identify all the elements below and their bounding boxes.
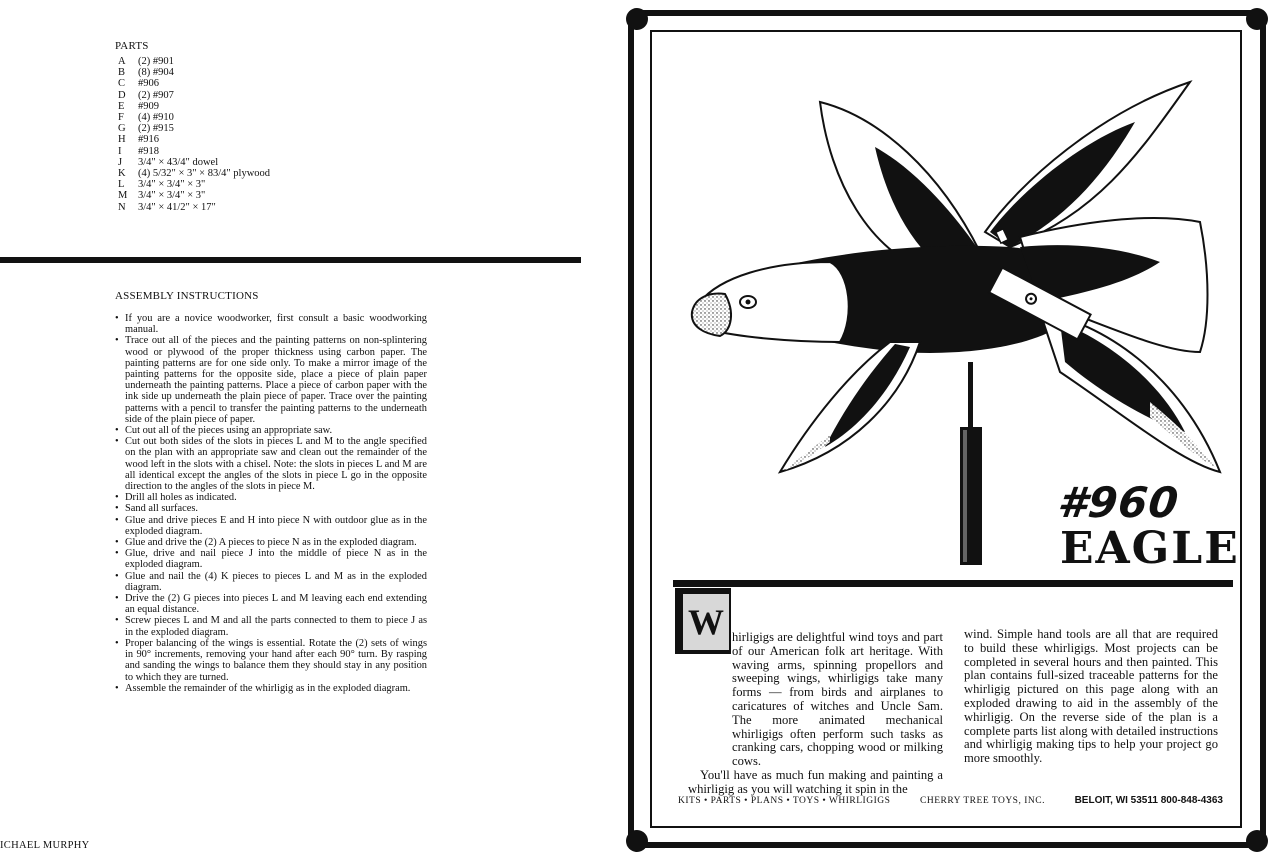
parts-item-desc: #918 (138, 145, 159, 157)
parts-item-desc: 3/4" × 43/4" dowel (138, 156, 219, 168)
frame-corner-dot (626, 8, 648, 30)
intro-paragraph-2: You'll have as much fun making and painting a whirligig as you will watching it spin in the (688, 767, 943, 796)
parts-item-letter: D (118, 89, 126, 101)
footer-tagline: KITS • PARTS • PLANS • TOYS • WHIRLIGIGS (678, 795, 891, 806)
parts-title: PARTS (115, 40, 149, 52)
intro-column-2: wind. Simple hand tools are all that are required to build these whirligigs. Most projects can be completed in several hours and then painted. This plan contains full-sized traceable patterns for the whirligig pictured on this page along with an exploded drawing to aid in the assembly of the whirligig. On the reverse side of the plan is a complete parts list along with detailed instructions and whirligig making tips to help your project go more smoothly. (964, 627, 1218, 766)
parts-item (118, 168, 270, 179)
parts-item-letter: G (118, 123, 126, 135)
assembly-step: • Cut out all of the pieces using an appropriate saw. (115, 425, 427, 436)
parts-item-letter: I (118, 145, 122, 157)
parts-item-letter: B (118, 67, 126, 79)
parts-item (118, 67, 270, 78)
parts-item (118, 179, 270, 190)
parts-item-letter: E (118, 100, 125, 112)
assembly-step: • Drive the (2) G pieces into pieces L and M leaving each end extending an equal distance. (115, 593, 427, 615)
parts-item-letter: J (118, 156, 123, 168)
frame-corner-dot (1246, 8, 1268, 30)
parts-item-letter: M (118, 190, 128, 202)
intro-column-1 (688, 631, 943, 797)
parts-item-letter: L (118, 179, 125, 191)
section-divider (0, 257, 581, 263)
assembly-step: • Trace out all of the pieces and the painting patterns on non-splintering wood or plywood of the proper thickness using carbon paper. The painting patterns are for one side only. To make a mirror image of the painting patterns for the opposite side, place a piece of plain paper underneath the painting patterns. Place a piece of carbon paper with the ink side up underneath the plain piece of paper. Trace over the painting patterns with a pencil to transfer the painting patterns to the underneath side of the plain piece of paper. (115, 335, 427, 425)
product-number: #960 (1055, 478, 1182, 527)
parts-list (118, 56, 270, 213)
assembly-step: • Glue, drive and nail piece J into the middle of piece N as in the exploded diagram. (115, 548, 427, 570)
parts-item-desc: (2) #915 (138, 123, 174, 135)
intro-divider (673, 580, 1233, 587)
parts-item (118, 190, 270, 201)
assembly-step: • Sand all surfaces. (115, 503, 427, 514)
parts-item-letter: K (118, 168, 126, 180)
assembly-step: • If you are a novice woodworker, first consult a basic woodworking manual. (115, 313, 427, 335)
author-credit: ICHAEL MURPHY (0, 840, 90, 851)
parts-item-desc: (4) #910 (138, 112, 174, 124)
parts-item (118, 123, 270, 134)
assembly-step: • Glue and drive pieces E and H into piece N with outdoor glue as in the exploded diagram. (115, 515, 427, 537)
product-name: EAGLE (1060, 523, 1240, 574)
parts-item (118, 157, 270, 168)
parts-item (118, 56, 270, 67)
parts-item-desc: 3/4" × 3/4" × 3" (138, 190, 206, 202)
assembly-step: • Assemble the remainder of the whirligig as in the exploded diagram. (115, 683, 427, 694)
parts-item-desc: (4) 5/32" × 3" × 83/4" plywood (138, 168, 271, 180)
parts-item (118, 202, 270, 213)
assembly-step: • Drill all holes as indicated. (115, 492, 427, 503)
parts-item-letter: A (118, 56, 126, 67)
footer-bar (678, 795, 1223, 806)
parts-item-desc: 3/4" × 3/4" × 3" (138, 179, 206, 191)
parts-item (118, 146, 270, 157)
footer-company: CHERRY TREE TOYS, INC. (920, 795, 1045, 806)
assembly-title: ASSEMBLY INSTRUCTIONS (115, 290, 259, 302)
assembly-step: • Screw pieces L and M and all the parts connected to them to piece J as in the exploded diagram. (115, 615, 427, 637)
parts-item-desc: #916 (138, 134, 159, 146)
parts-item (118, 90, 270, 101)
assembly-step: • Proper balancing of the wings is essential. Rotate the (2) sets of wings in 90° increments, removing your hand after each 90° turn. By rasping and sanding the wings to balance them they should stay in any position to which they are turned. (115, 638, 427, 683)
parts-item-letter: F (118, 112, 124, 124)
intro-paragraph-1: hirligigs are delightful wind toys and part of our American folk art heritage. With waving arms, spinning propellors and sweeping wings, whirligigs take many forms — from birds and airplanes to caricatures of witches and Uncle Sam. The more animated mechanical whirligigs often perform such tasks as cranking cars, chopping wood or milking cows. (732, 630, 943, 769)
parts-item-desc: (2) #907 (138, 89, 174, 101)
parts-item-letter: C (118, 78, 126, 90)
parts-item (118, 101, 270, 112)
footer-contact: BELOIT, WI 53511 800-848-4363 (1074, 795, 1223, 806)
parts-item-desc: (8) #904 (138, 67, 174, 79)
parts-item (118, 134, 270, 145)
parts-item-desc: #906 (138, 78, 159, 90)
frame-corner-dot (626, 830, 648, 852)
parts-item (118, 78, 270, 89)
assembly-step: • Glue and nail the (4) K pieces to pieces L and M as in the exploded diagram. (115, 571, 427, 593)
frame-corner-dot (1246, 830, 1268, 852)
parts-item-letter: N (118, 201, 126, 213)
parts-item (118, 112, 270, 123)
assembly-steps (115, 313, 427, 694)
assembly-step: • Glue and drive the (2) A pieces to piece N as in the exploded diagram. (115, 537, 427, 548)
parts-item-desc: #909 (138, 100, 159, 112)
assembly-step: • Cut out both sides of the slots in pieces L and M to the angle specified on the plan with an appropriate saw and clean out the remainder of the wood left in the slots with a chisel. Note: the slots in pieces L and M are all identical except the angles of the slots in piece L go in the opposite direction to the angles of the slots in piece M. (115, 436, 427, 492)
parts-item-desc: 3/4" × 41/2" × 17" (138, 201, 216, 213)
dropcap-letter: W (683, 594, 729, 650)
parts-item-desc: (2) #901 (138, 56, 174, 67)
parts-item-letter: H (118, 134, 126, 146)
